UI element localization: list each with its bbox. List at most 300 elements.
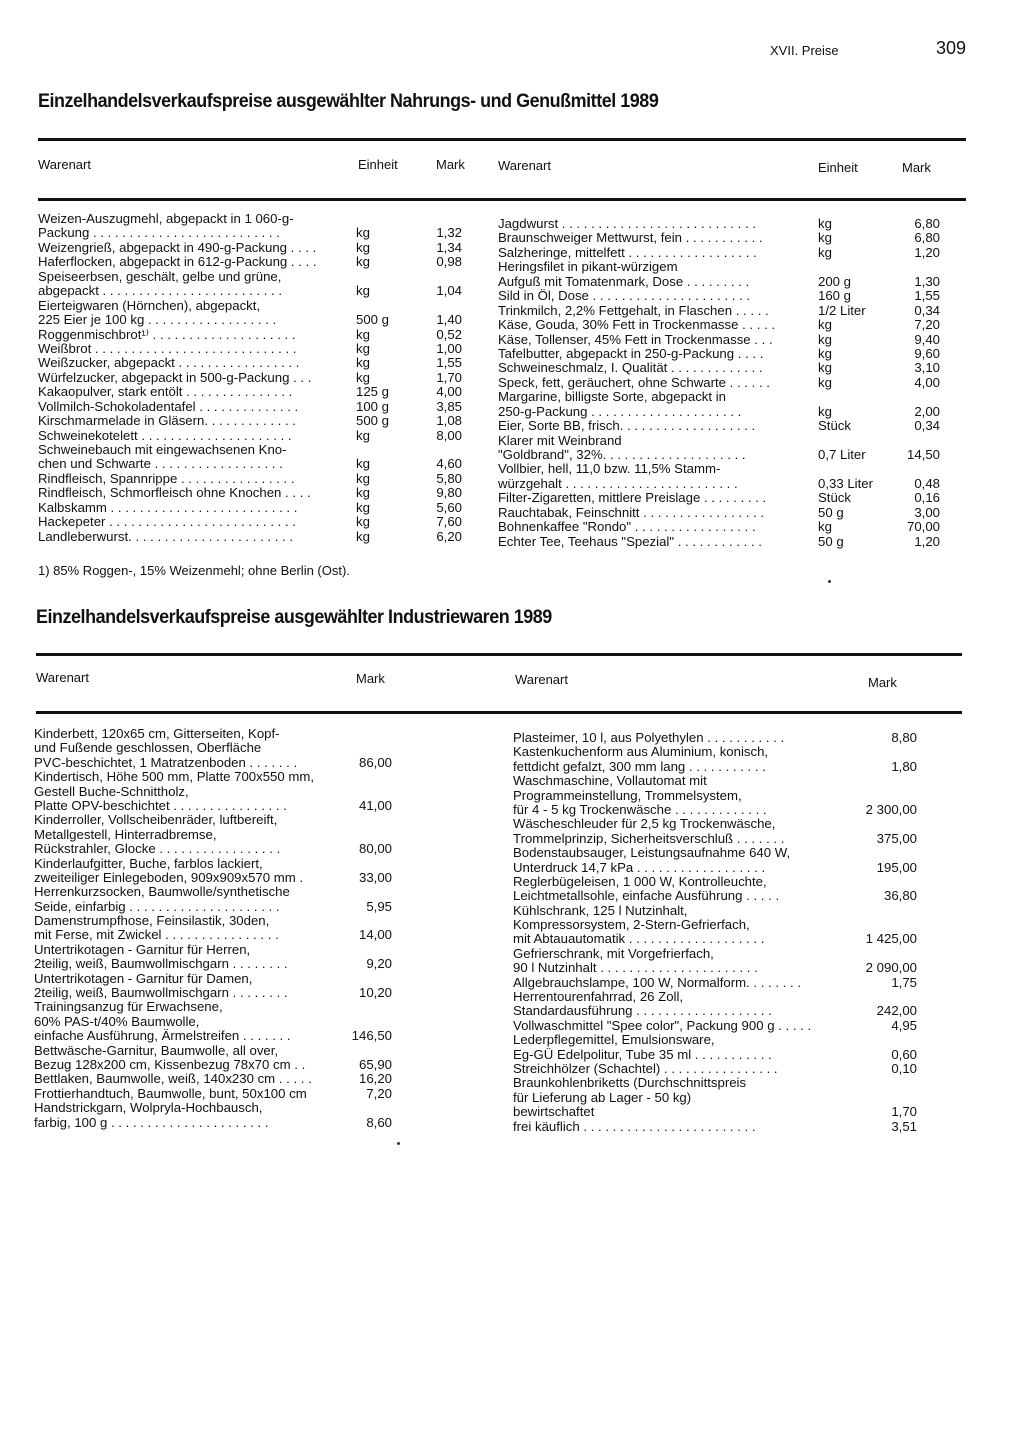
page-number: 309: [936, 38, 967, 58]
item-description: 90 l Nutzinhalt . . . . . . . . . . . . . . . . . . . . . .: [513, 961, 758, 976]
item-unit: kg: [356, 529, 370, 544]
item-price: 5,80: [436, 471, 462, 486]
item-description: abgepackt . . . . . . . . . . . . . . . . . . . . . . . . .: [38, 284, 283, 299]
table-row: [498, 462, 942, 476]
item-description: Waschmaschine, Vollautomat mit: [513, 774, 707, 789]
item-unit: kg: [356, 356, 370, 371]
item-unit: kg: [356, 370, 370, 385]
table-row: [498, 520, 942, 534]
table-row: [38, 284, 466, 298]
item-unit: kg: [356, 457, 370, 472]
food-header-mark-left: Mark: [436, 157, 465, 172]
table-row: [513, 875, 919, 889]
item-description: Gestell Buche-Schnittholz,: [34, 784, 189, 799]
item-price: 1,20: [914, 534, 940, 549]
item-description: würzgehalt . . . . . . . . . . . . . . . . . . . . . . . .: [498, 476, 738, 491]
item-description: Kalbskamm . . . . . . . . . . . . . . . . . . . . . . . . . .: [38, 500, 298, 515]
item-unit: kg: [356, 486, 370, 501]
item-price: 1,40: [436, 313, 462, 328]
item-description: frei käuflich . . . . . . . . . . . . . . . . . . . . . . . .: [513, 1119, 756, 1134]
item-description: Rindfleisch, Spannrippe . . . . . . . . . . . . . . . .: [38, 471, 295, 486]
item-price: 1,55: [436, 356, 462, 371]
item-description: Rückstrahler, Glocke . . . . . . . . . . . . . . . . .: [34, 842, 281, 857]
item-price: 3,00: [914, 505, 940, 520]
item-price: 1,55: [914, 289, 940, 304]
table-row: [34, 1044, 394, 1058]
table-row: [34, 1116, 394, 1130]
item-description: Eierteigwaren (Hörnchen), abgepackt,: [38, 298, 261, 313]
item-price: 7,60: [436, 515, 462, 530]
item-description: Kinderlaufgitter, Buche, farblos lackiert,: [34, 856, 263, 871]
item-price: 375,00: [876, 831, 917, 846]
item-description: "Goldbrand", 32%. . . . . . . . . . . . . . . . . . . .: [498, 448, 746, 462]
item-price: 36,80: [883, 889, 917, 904]
table-row: [513, 731, 919, 745]
table-row: [38, 313, 466, 327]
table-row: [34, 1058, 394, 1072]
item-description: Metallgestell, Hinterradbremse,: [34, 827, 217, 842]
item-description: Untertrikotagen - Garnitur für Herren,: [34, 942, 251, 957]
item-price: 5,60: [436, 500, 462, 515]
item-unit: kg: [818, 346, 832, 361]
table-row: [513, 1076, 919, 1090]
table-row: [498, 491, 942, 505]
item-description: mit Abtauautomatik . . . . . . . . . . . . . . . . . . .: [513, 932, 765, 947]
item-price: 0,34: [914, 419, 940, 434]
table-row: [498, 275, 942, 289]
item-price: 146,50: [351, 1029, 392, 1044]
food-header-rule: [38, 198, 966, 201]
item-description: Speiseerbsen, geschält, gelbe und grüne,: [38, 269, 282, 284]
item-description: Programmeinstellung, Trommelsystem,: [513, 788, 742, 803]
item-price: 6,20: [436, 529, 462, 544]
table-row: [38, 443, 466, 457]
item-unit: kg: [356, 341, 370, 356]
item-unit: kg: [356, 515, 370, 530]
industry-top-rule: [36, 653, 962, 656]
table-row: [34, 857, 394, 871]
table-row: [498, 405, 942, 419]
item-description: Bettwäsche-Garnitur, Baumwolle, all over,: [34, 1043, 279, 1058]
item-description: Seide, einfarbig . . . . . . . . . . . . . . . . . . . . .: [34, 899, 280, 914]
item-description: Herrentourenfahrrad, 26 Zoll,: [513, 990, 684, 1005]
item-description: für Lieferung ab Lager - 50 kg): [513, 1090, 692, 1105]
table-row: [34, 741, 394, 755]
item-description: Trommelprinzip, Sicherheitsverschluß . . . . . . .: [513, 831, 785, 846]
item-description: Bodenstaubsauger, Leistungsaufnahme 640 W,: [513, 846, 791, 861]
food-header-mark-right: Mark: [902, 160, 931, 175]
table-row: [513, 1105, 919, 1119]
item-price: 16,20: [358, 1072, 392, 1087]
table-row: [34, 871, 394, 885]
item-unit: kg: [356, 471, 370, 486]
item-price: 1,04: [436, 284, 462, 299]
item-description: fettdicht gefalzt, 300 mm lang . . . . . . . . . . .: [513, 759, 766, 774]
item-description: Standardausführung . . . . . . . . . . . . . . . . . . .: [513, 1004, 772, 1019]
table-row: [34, 943, 394, 957]
item-description: Untertrikotagen - Garnitur für Damen,: [34, 971, 253, 986]
item-description: Schweinekotelett . . . . . . . . . . . . . . . . . . . . .: [38, 428, 292, 443]
item-description: Schweineschmalz, I. Qualität . . . . . . . . . . . . .: [498, 361, 763, 376]
item-description: bewirtschaftet: [513, 1105, 595, 1120]
table-row: [38, 385, 466, 399]
item-description: Weißbrot . . . . . . . . . . . . . . . . . . . . . . . . . . . .: [38, 341, 297, 356]
item-unit: kg: [356, 327, 370, 342]
item-description: Salzheringe, mittelfett . . . . . . . . . . . . . . . . . .: [498, 245, 757, 260]
table-row: [38, 515, 466, 529]
item-price: 4,60: [436, 457, 462, 472]
table-row: [34, 828, 394, 842]
item-price: 2,00: [914, 404, 940, 419]
item-price: 7,20: [366, 1086, 392, 1101]
item-description: und Fußende geschlossen, Oberfläche: [34, 741, 262, 756]
table-row: [513, 904, 919, 918]
industry-table-title: Einzelhandelsverkaufspreise ausgewählter Industriewaren 1989: [36, 606, 552, 628]
item-description: 225 Eier je 100 kg . . . . . . . . . . . . . . . . . .: [38, 313, 277, 328]
table-row: [34, 1072, 394, 1086]
table-row: [34, 1101, 394, 1115]
table-row: [498, 318, 942, 332]
item-description: Echter Tee, Teehaus "Spezial" . . . . . . . . . . . .: [498, 534, 762, 549]
item-description: Landleberwurst. . . . . . . . . . . . . . . . . . . . . . .: [38, 529, 294, 544]
item-unit: 50 g: [818, 505, 844, 520]
item-description: Kinderbett, 120x65 cm, Gitterseiten, Kopf-: [34, 727, 280, 741]
item-price: 2 300,00: [865, 802, 917, 817]
item-unit: kg: [356, 255, 370, 270]
table-row: [513, 918, 919, 932]
item-description: Trinkmilch, 2,2% Fettgehalt, in Flaschen . . . . .: [498, 303, 769, 318]
item-price: 0,48: [914, 476, 940, 491]
table-row: [498, 506, 942, 520]
chapter-heading: XVII. Preise: [770, 43, 839, 58]
item-description: für 4 - 5 kg Trockenwäsche . . . . . . . . . . . . .: [513, 802, 767, 817]
item-price: 1,08: [436, 414, 462, 429]
table-row: [34, 842, 394, 856]
item-description: Bezug 128x200 cm, Kissenbezug 78x70 cm . .: [34, 1057, 306, 1072]
item-price: 1,30: [914, 274, 940, 289]
table-row: [34, 1029, 394, 1043]
table-row: [513, 745, 919, 759]
industry-right-column: [513, 731, 919, 1134]
table-row: [38, 371, 466, 385]
table-row: [513, 976, 919, 990]
item-description: Kastenkuchenform aus Aluminium, konisch,: [513, 745, 769, 760]
food-table-title: Einzelhandelsverkaufspreise ausgewählter Nahrungs- und Genußmittel 1989: [38, 90, 659, 112]
item-price: 3,51: [891, 1119, 917, 1134]
table-row: [513, 1091, 919, 1105]
item-description: Kindertisch, Höhe 500 mm, Platte 700x550 mm,: [34, 770, 315, 785]
table-row: [38, 342, 466, 356]
food-header-einheit-right: Einheit: [818, 160, 858, 175]
item-unit: kg: [818, 332, 832, 347]
table-row: [513, 789, 919, 803]
food-header-warenart-left: Warenart: [38, 157, 91, 172]
table-row: [498, 419, 942, 433]
table-row: [34, 756, 394, 770]
item-description: Frottierhandtuch, Baumwolle, bunt, 50x100 cm: [34, 1086, 307, 1101]
item-price: 0,60: [891, 1047, 917, 1062]
table-row: [38, 270, 466, 284]
table-row: [34, 727, 394, 741]
table-row: [34, 1000, 394, 1014]
item-unit: kg: [818, 245, 832, 260]
table-row: [38, 429, 466, 443]
scan-speck: [828, 580, 831, 583]
item-description: Streichhölzer (Schachtel) . . . . . . . . . . . . . . . .: [513, 1061, 778, 1076]
food-top-rule: [38, 138, 966, 141]
item-price: 7,20: [914, 318, 940, 333]
item-description: mit Ferse, mit Zwickel . . . . . . . . . . . . . . . .: [34, 928, 279, 943]
item-description: Platte OPV-beschichtet . . . . . . . . . . . . . . . .: [34, 798, 287, 813]
table-row: [34, 770, 394, 784]
item-price: 4,00: [914, 375, 940, 390]
table-row: [513, 861, 919, 875]
table-row: [498, 246, 942, 260]
item-description: Kühlschrank, 125 l Nutzinhalt,: [513, 903, 688, 918]
item-description: Kirschmarmelade in Gläsern. . . . . . . . . . . . .: [38, 414, 296, 429]
industry-header-mark-left: Mark: [356, 671, 385, 686]
table-row: [38, 226, 466, 240]
item-price: 80,00: [358, 842, 392, 857]
table-row: [513, 932, 919, 946]
table-row: [513, 846, 919, 860]
item-price: 1,20: [914, 245, 940, 260]
item-description: chen und Schwarte . . . . . . . . . . . . . . . . . .: [38, 457, 283, 472]
item-description: Sild in Öl, Dose . . . . . . . . . . . . . . . . . . . . . .: [498, 289, 751, 304]
table-row: [498, 231, 942, 245]
table-row: [498, 535, 942, 549]
item-price: 8,60: [366, 1115, 392, 1130]
item-price: 1,00: [436, 341, 462, 356]
item-price: 0,10: [891, 1061, 917, 1076]
table-row: [498, 434, 942, 448]
item-description: Bohnenkaffee "Rondo" . . . . . . . . . . . . . . . . .: [498, 520, 756, 535]
item-description: zweiteiliger Einlegeboden, 909x909x570 mm .: [34, 870, 304, 885]
item-unit: kg: [818, 375, 832, 390]
item-description: Weizen-Auszugmehl, abgepackt in 1 060-g-: [38, 212, 294, 226]
table-row: [38, 328, 466, 342]
item-unit: kg: [818, 318, 832, 333]
table-row: [513, 961, 919, 975]
item-description: Vollmilch-Schokoladentafel . . . . . . . . . . . . . .: [38, 399, 299, 414]
table-row: [38, 501, 466, 515]
item-unit: 200 g: [818, 274, 852, 289]
item-unit: 0,33 Liter: [818, 476, 873, 491]
item-price: 195,00: [876, 860, 917, 875]
item-price: 1,70: [436, 370, 462, 385]
item-description: Jagdwurst . . . . . . . . . . . . . . . . . . . . . . . . . . .: [498, 217, 756, 231]
table-row: [513, 774, 919, 788]
table-row: [498, 390, 942, 404]
item-unit: kg: [818, 520, 832, 535]
item-description: Wäscheschleuder für 2,5 kg Trockenwäsche,: [513, 817, 776, 832]
item-unit: kg: [356, 226, 370, 241]
item-price: 86,00: [358, 755, 392, 770]
table-row: [513, 1048, 919, 1062]
item-description: Filter-Zigaretten, mittlere Preislage . . . . . . . . .: [498, 491, 767, 506]
item-price: 1,32: [436, 226, 462, 241]
food-header-einheit-left: Einheit: [358, 157, 398, 172]
table-row: [34, 785, 394, 799]
item-unit: Stück: [818, 491, 851, 506]
table-row: [513, 889, 919, 903]
item-price: 6,80: [914, 217, 940, 231]
item-price: 4,95: [891, 1018, 917, 1033]
item-price: 0,52: [436, 327, 462, 342]
item-description: Weißzucker, abgepackt . . . . . . . . . . . . . . . . .: [38, 356, 300, 371]
scan-speck: [397, 1142, 400, 1145]
item-description: Braunkohlenbriketts (Durchschnittspreis: [513, 1076, 747, 1091]
item-unit: 0,7 Liter: [818, 448, 866, 462]
item-price: 8,80: [891, 731, 917, 745]
item-price: 4,00: [436, 385, 462, 400]
table-row: [498, 260, 942, 274]
table-row: [38, 241, 466, 255]
item-description: farbig, 100 g . . . . . . . . . . . . . . . . . . . . . .: [34, 1115, 269, 1130]
item-description: Reglerbügeleisen, 1 000 W, Kontrolleuchte,: [513, 874, 767, 889]
item-description: Unterdruck 14,7 kPa . . . . . . . . . . . . . . . . . .: [513, 860, 766, 875]
item-description: 250-g-Packung . . . . . . . . . . . . . . . . . . . . .: [498, 404, 742, 419]
item-unit: kg: [356, 240, 370, 255]
item-price: 0,98: [436, 255, 462, 270]
table-row: [38, 457, 466, 471]
item-description: Lederpflegemittel, Emulsionsware,: [513, 1033, 715, 1048]
table-row: [38, 414, 466, 428]
item-description: Herrenkurzsocken, Baumwolle/synthetische: [34, 885, 290, 900]
industry-left-column: [34, 727, 394, 1130]
table-row: [513, 947, 919, 961]
item-description: einfache Ausführung, Ärmelstreifen . . . . . . .: [34, 1029, 291, 1044]
table-row: [498, 448, 942, 462]
item-description: Tafelbutter, abgepackt in 250-g-Packung . . . .: [498, 346, 764, 361]
industry-header-warenart-left: Warenart: [36, 670, 89, 685]
table-row: [38, 530, 466, 544]
item-description: Speck, fett, geräuchert, ohne Schwarte . . . . . .: [498, 375, 770, 390]
table-row: [513, 1062, 919, 1076]
item-price: 65,90: [358, 1057, 392, 1072]
item-price: 1,34: [436, 240, 462, 255]
table-row: [34, 813, 394, 827]
table-row: [38, 400, 466, 414]
item-description: Klarer mit Weinbrand: [498, 433, 622, 448]
industry-header-warenart-right: Warenart: [515, 672, 568, 687]
table-row: [513, 1019, 919, 1033]
item-description: Margarine, billigste Sorte, abgepackt in: [498, 390, 726, 405]
item-description: Würfelzucker, abgepackt in 500-g-Packung . . .: [38, 370, 312, 385]
table-row: [38, 356, 466, 370]
item-description: Bettlaken, Baumwolle, weiß, 140x230 cm . . . . .: [34, 1072, 312, 1087]
item-price: 33,00: [358, 870, 392, 885]
food-footnote: 1) 85% Roggen-, 15% Weizenmehl; ohne Berlin (Ost).: [38, 563, 350, 578]
item-unit: kg: [356, 284, 370, 299]
item-price: 70,00: [906, 520, 940, 535]
item-price: 1,75: [891, 975, 917, 990]
table-row: [513, 803, 919, 817]
item-price: 3,85: [436, 399, 462, 414]
item-price: 2 090,00: [865, 961, 917, 976]
table-row: [34, 928, 394, 942]
item-description: Trainingsanzug für Erwachsene,: [34, 1000, 223, 1015]
item-price: 10,20: [358, 986, 392, 1001]
item-description: Kinderroller, Vollscheibenräder, luftbereift,: [34, 813, 278, 828]
table-row: [513, 817, 919, 831]
item-unit: kg: [818, 231, 832, 246]
item-price: 6,80: [914, 231, 940, 246]
item-description: Heringsfilet in pikant-würzigem: [498, 260, 678, 275]
industry-header-rule: [36, 711, 962, 714]
table-row: [34, 799, 394, 813]
food-left-column: [38, 212, 466, 544]
item-price: 14,00: [358, 928, 392, 943]
item-description: Eier, Sorte BB, frisch. . . . . . . . . . . . . . . . . . .: [498, 419, 756, 434]
table-row: [513, 760, 919, 774]
item-unit: 500 g: [356, 313, 390, 328]
food-header-warenart-right: Warenart: [498, 158, 551, 173]
table-row: [34, 885, 394, 899]
table-row: [34, 1087, 394, 1101]
item-description: 60% PAS-t/40% Baumwolle,: [34, 1014, 200, 1029]
table-row: [498, 347, 942, 361]
item-unit: 50 g: [818, 534, 844, 549]
item-price: 1 425,00: [865, 932, 917, 947]
item-description: PVC-beschichtet, 1 Matratzenboden . . . . . . .: [34, 755, 298, 770]
item-price: 0,16: [914, 491, 940, 506]
table-row: [34, 986, 394, 1000]
table-row: [38, 486, 466, 500]
table-row: [513, 1033, 919, 1047]
item-price: 0,34: [914, 303, 940, 318]
item-unit: 500 g: [356, 414, 390, 429]
item-unit: 1/2 Liter: [818, 303, 866, 318]
item-price: 14,50: [906, 448, 940, 462]
item-description: Damenstrumpfhose, Feinsilastik, 30den,: [34, 914, 270, 929]
table-row: [498, 289, 942, 303]
table-row: [38, 255, 466, 269]
item-price: 8,00: [436, 428, 462, 443]
item-description: Braunschweiger Mettwurst, fein . . . . . . . . . . .: [498, 231, 763, 246]
item-description: Aufguß mit Tomatenmark, Dose . . . . . . . . .: [498, 274, 750, 289]
item-price: 9,60: [914, 346, 940, 361]
item-unit: 100 g: [356, 399, 390, 414]
item-description: Vollbier, hell, 11,0 bzw. 11,5% Stamm-: [498, 462, 721, 477]
industry-header-mark-right: Mark: [868, 675, 897, 690]
item-unit: kg: [818, 361, 832, 376]
item-description: 2teilig, weiß, Baumwollmischgarn . . . . . . . .: [34, 986, 288, 1001]
item-description: Rauchtabak, Feinschnitt . . . . . . . . . . . . . . . . .: [498, 505, 765, 520]
food-right-column: [498, 217, 942, 549]
item-description: Weizengrieß, abgepackt in 490-g-Packung . . . .: [38, 240, 317, 255]
table-row: [513, 1004, 919, 1018]
item-description: Allgebrauchslampe, 100 W, Normalform. . . . . . . .: [513, 975, 802, 990]
item-description: Rindfleisch, Schmorfleisch ohne Knochen . . . .: [38, 486, 311, 501]
item-description: Käse, Tollenser, 45% Fett in Trockenmasse . . .: [498, 332, 773, 347]
item-description: Käse, Gouda, 30% Fett in Trockenmasse . . . . .: [498, 318, 776, 333]
item-price: 1,80: [891, 759, 917, 774]
item-price: 3,10: [914, 361, 940, 376]
table-row: [38, 212, 466, 226]
item-description: 2teilig, weiß, Baumwollmischgarn . . . . . . . .: [34, 957, 288, 972]
item-description: Kakaopulver, stark entölt . . . . . . . . . . . . . . .: [38, 385, 293, 400]
table-row: [498, 361, 942, 375]
item-description: Eg-GÜ Edelpolitur, Tube 35 ml . . . . . . . . . . .: [513, 1047, 772, 1062]
item-description: Schweinebauch mit eingewachsenen Kno-: [38, 443, 287, 457]
item-price: 5,95: [366, 899, 392, 914]
table-row: [34, 957, 394, 971]
item-unit: kg: [818, 404, 832, 419]
item-unit: 125 g: [356, 385, 390, 400]
item-description: Roggenmischbrot¹⁾ . . . . . . . . . . . . . . . . . . . .: [38, 327, 296, 342]
table-row: [38, 299, 466, 313]
